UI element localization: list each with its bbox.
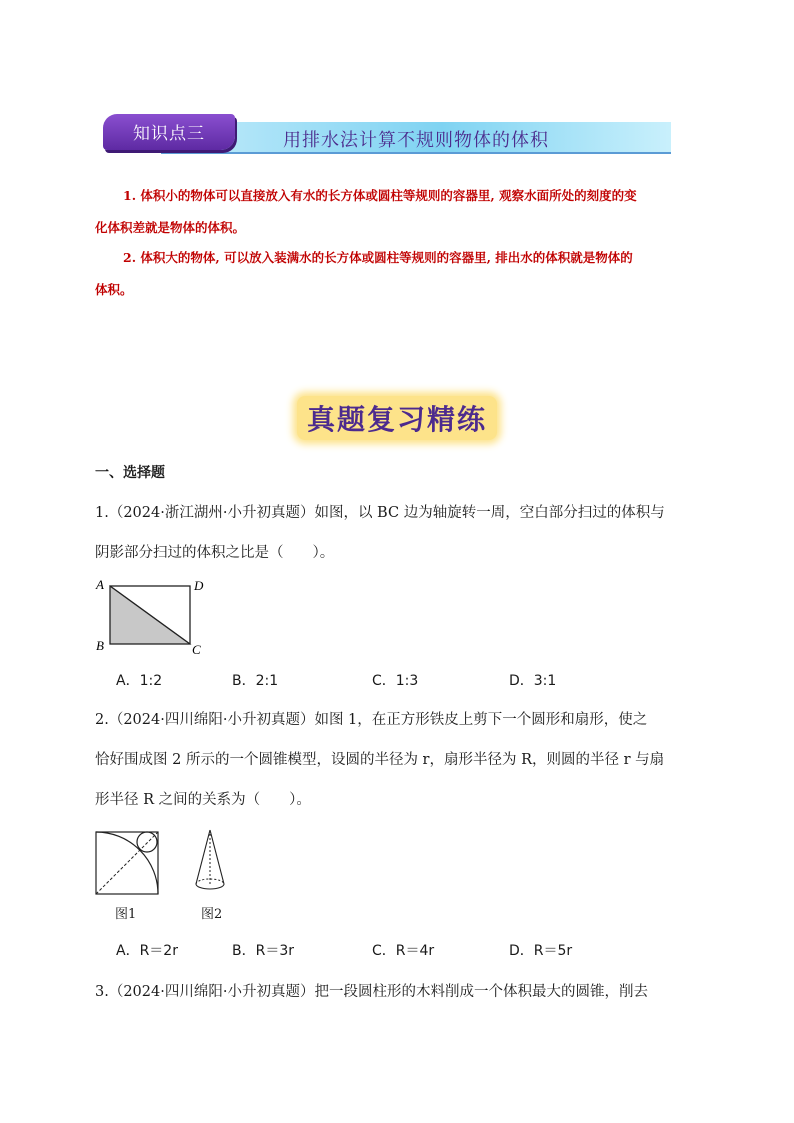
q1-option-c[interactable]: C．1:3 [372, 673, 419, 689]
q2-option-d[interactable]: D．R＝5r [509, 943, 573, 959]
knowledge-point-banner [103, 114, 673, 158]
cone-base-front [196, 884, 224, 889]
question-1-options [116, 670, 676, 690]
question-2-line-1: 2.（2024·四川绵阳·小升初真题）如图 1，在正方形铁皮上剪下一个圆形和扇形，使之 [95, 712, 648, 728]
question-2-options [116, 940, 676, 960]
q1-option-a[interactable]: A．1:2 [116, 673, 163, 689]
question-2-line-3: 形半径 R 之间的关系为（ ）。 [95, 792, 311, 808]
cone-left-edge [196, 830, 210, 884]
question-3-line-1: 3.（2024·四川绵阳·小升初真题）把一段圆柱形的木料削成一个体积最大的圆锥，削去 [95, 984, 648, 1000]
q2-option-c[interactable]: C．R＝4r [372, 943, 435, 959]
question-type-heading: 一、选择题 [95, 465, 165, 481]
question-2 [95, 700, 705, 820]
q2-option-b[interactable]: B．R＝3r [232, 943, 294, 959]
question-2-line-2: 恰好围成图 2 所示的一个圆锥模型，设圆的半径为 r，扇形半径为 R，则圆的半径 r 与扇 [95, 752, 665, 768]
knowledge-point-2 [95, 242, 705, 306]
question-2-figure-1 [94, 830, 162, 896]
dashed-diagonal [96, 832, 158, 894]
knowledge-point-2-line-1: 2. 体积大的物体, 可以放入装满水的长方体或圆柱等规则的容器里, 排出水的体积就是物体的 [123, 250, 633, 265]
point-c-label: C [192, 642, 201, 656]
q2-option-a[interactable]: A．R＝2r [116, 943, 178, 959]
square-sheet [96, 832, 158, 894]
question-1 [95, 493, 705, 573]
question-2-figure-2 [190, 828, 232, 894]
small-circle [137, 832, 157, 852]
point-d-label: D [194, 578, 204, 593]
point-a-label: A [96, 577, 104, 592]
knowledge-point-1 [95, 180, 705, 244]
point-b-label: B [96, 638, 104, 653]
question-1-line-1: 1.（2024·浙江湖州·小升初真题）如图，以 BC 边为轴旋转一周，空白部分扫过的体积与 [95, 505, 665, 521]
knowledge-title-bar [161, 122, 671, 154]
knowledge-tag-label: 知识点三 [133, 124, 205, 144]
knowledge-title: 用排水法计算不规则物体的体积 [283, 130, 549, 151]
knowledge-point-1-line-2: 化体积差就是物体的体积。 [95, 220, 246, 235]
figure-1-label: 图1 [115, 907, 137, 922]
q1-option-b[interactable]: B．2:1 [232, 673, 279, 689]
question-3 [95, 972, 705, 1012]
cone-right-edge [210, 830, 224, 884]
section-title-text: 真题复习精练 [297, 396, 497, 440]
sector-arc [96, 832, 158, 894]
knowledge-tag [103, 114, 235, 150]
q1-option-d[interactable]: D．3:1 [509, 673, 557, 689]
question-1-figure [92, 574, 212, 656]
question-1-line-2: 阴影部分扫过的体积之比是（ ）。 [95, 545, 335, 561]
knowledge-point-1-line-1: 1. 体积小的物体可以直接放入有水的长方体或圆柱等规则的容器里, 观察水面所处的刻度的变 [123, 188, 637, 203]
section-title [0, 396, 794, 440]
knowledge-point-2-line-2: 体积。 [95, 282, 133, 297]
figure-2-label: 图2 [201, 907, 223, 922]
